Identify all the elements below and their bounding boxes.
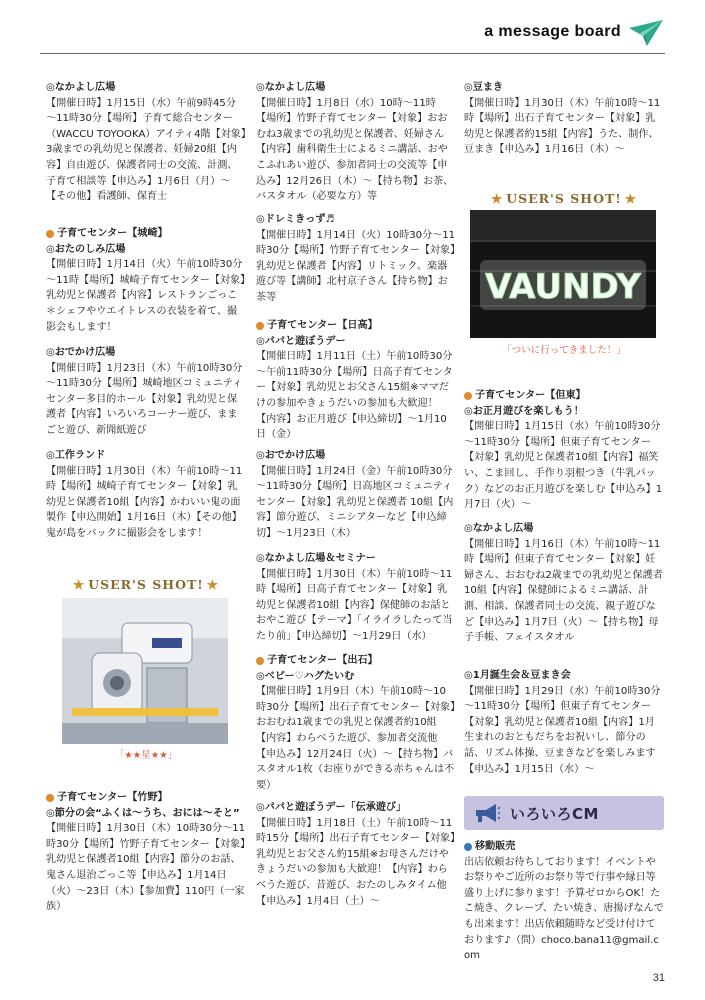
users-shot-title xyxy=(46,574,246,596)
bullet-dot-icon xyxy=(46,794,54,802)
event-block xyxy=(46,80,246,205)
center-heading xyxy=(46,790,246,806)
center-heading xyxy=(256,653,456,669)
event-details: 【開催日時】1月15日（水）午前9時45分～11時30分【場所】子育て総合センター（WACCU TOYOOKA）アイティ4階【対象】3歳までの乳幼児と保護者、妊婦20組【内容】自由遊び、保護者同士の交流、計測、子育て相談等【申込み】1月6日（月）～【その他】看護師、保育士 xyxy=(46,97,246,203)
event-block xyxy=(256,800,456,909)
paper-plane-icon xyxy=(627,18,665,48)
event-block xyxy=(46,790,246,915)
event-title xyxy=(256,448,456,464)
cm-title: いろいろCM xyxy=(510,804,599,823)
event-details: 【開催日時】1月23日（木）午前10時30分～11時30分【場所】城崎地区コミュニティセンター多目的ホール【対象】乳幼児と保護者【内容】いろいろコーナー遊び、ままごと遊び、新聞紙遊び xyxy=(46,362,243,436)
event-details: 【開催日時】1月29日（水）午前10時30分～11時30分【場所】但東子育てセンター【対象】乳幼児と保護者10組【内容】1月生まれのおともだちをお祝いし、節分の話、リズム体操、豆まきなどを楽しみます【申込み】1月15日（水）～ xyxy=(464,685,661,775)
event-title-text: ◎パパと遊ぼうデー xyxy=(256,335,346,347)
vaundy-sign-text: VAUNDY xyxy=(485,267,641,307)
event-title-text: ◎パパと遊ぼうデー「伝承遊び」 xyxy=(256,802,407,813)
event-title-text: ◎ベビー♡ハグたいむ xyxy=(256,670,355,682)
event-title-text: ◎なかよし広場 xyxy=(464,523,534,534)
robot-illustration xyxy=(62,598,228,744)
event-details: 【開催日時】1月9日（木）午前10時～10時30分【場所】出石子育てセンター【対象】おおむね1歳までの乳児と保護者約10組【内容】わらべうた遊び、参加者交流他【申込み】12月24日（火）～【持ち物】バスタオル1枚（お座りができる赤ちゃんは不要） xyxy=(256,686,456,791)
event-title xyxy=(464,404,664,420)
event-title xyxy=(46,806,246,822)
event-details: 【開催日時】1月14日（火）10時30分～11時30分【場所】竹野子育てセンター【対象】乳幼児と保護者【内容】リトミック、楽器遊び等【講師】北村京子さん【持ち物】お茶等 xyxy=(256,229,456,303)
star-icon: ★ xyxy=(490,191,504,207)
event-title xyxy=(256,80,456,96)
bullet-dot-icon xyxy=(256,657,264,665)
bullet-dot-icon xyxy=(464,843,472,851)
event-title xyxy=(46,345,246,361)
users-shot-robot xyxy=(46,574,246,764)
center-heading xyxy=(464,388,664,404)
event-title xyxy=(46,80,246,96)
event-title-text: ◎なかよし広場 xyxy=(256,82,326,93)
users-shot-title-text: USER'S SHOT! xyxy=(88,577,204,593)
event-title-text: ◎工作ランド xyxy=(46,450,106,461)
event-block xyxy=(46,448,246,542)
cm-details: 出店依頼お待ちしております！イベントやお祭りやご近所のお祭り等で行事や縁日等盛り上げに参ります！予算ゼロからOK！たこ焼き、クレープ、たい焼き、唐揚げなんでも出来ます！出店依頼随時など受け付けております♪（問）choco.bana11@gmail.com xyxy=(464,856,664,962)
center-heading xyxy=(46,226,246,242)
event-block xyxy=(256,653,456,793)
event-details: 【開催日時】1月11日（土）午前10時30分～午前11時30分【場所】日高子育てセンター【対象】乳幼児とお父さん15組※ママだけの参加やきょうだいの参加も大歓迎！【内容】お正月遊び【申込締切】～1月10日（金） xyxy=(256,351,453,441)
cm-heading xyxy=(464,839,664,855)
center-heading-text: 子育てセンター【竹野】 xyxy=(57,792,168,803)
star-icon: ★ xyxy=(72,577,86,593)
event-title xyxy=(464,521,664,537)
page-number: 31 xyxy=(652,972,665,984)
bullet-dot-icon xyxy=(46,230,54,238)
event-block xyxy=(464,668,664,777)
center-heading xyxy=(256,318,456,334)
event-block xyxy=(256,448,456,542)
event-details: 【開催日時】1月18日（土）午前10時～11時15分【場所】出石子育てセンター【対象】乳幼児とお父さん約15組※お母さんだけやきょうだいの参加も大歓迎！【内容】わらべうた遊び、昔遊び、おたのしみタイム他【申込み】1月4日（土）～ xyxy=(256,817,456,907)
event-details: 【開催日時】1月30日（木）午前10時～11時【場所】出石子育てセンター【対象】乳幼児と保護者約15組【内容】うた、制作、豆まき【申込み】1月16日（木）～ xyxy=(464,97,661,156)
star-icon: ★ xyxy=(206,577,219,593)
event-title-text: ◎なかよし広場 xyxy=(46,82,116,93)
event-details: 【開催日時】1月30日（木）10時30分～11時30分【場所】竹野子育てセンター【対象】乳幼児と保護者10組【内容】節分のお話、鬼さん退治ごっこ等【申込み】1月14日（火）～23日（木）【参加費】110円（一家族） xyxy=(46,823,246,913)
event-title xyxy=(46,242,246,258)
header-rule xyxy=(40,53,665,54)
event-details: 【開催日時】1月8日（水）10時～11時【場所】竹野子育てセンター【対象】おおむね3歳までの乳幼児と保護者、妊婦さん【内容】歯科衛生士によるミニ講話、おやこふれあい遊び、参加者同士の交流等【申込み】12月26日（木）～【持ち物】お茶、バスタオル（必要な方）等 xyxy=(256,97,454,203)
event-details: 【開催日時】1月16日（木）午前10時～11時【場所】但東子育てセンター【対象】妊婦さん、おおむね2歳までの乳幼児と保護者10組【内容】保健師によるミニ講話、計測、相談、保護者同士の交流、親子遊びなど【申込み】1月7日（火）～【持ち物】母子手帳、フェイスタオル xyxy=(464,538,663,644)
event-title-text: ◎お正月遊びを楽しもう！ xyxy=(464,405,584,417)
page-header xyxy=(0,0,705,68)
event-details: 【開催日時】1月15日（水）午前10時30分～11時30分【場所】但東子育てセンター【対象】乳幼児と保護者10組【内容】福笑い、こま回し、手作り羽根つき（牛乳パック）などのお正月遊びを楽しむ【申込み】1月7日（火）～ xyxy=(464,421,663,511)
event-title xyxy=(256,669,456,685)
photo-caption: 「ついに行ってきました！」 xyxy=(502,345,626,356)
event-title-text: ◎おたのしみ広場 xyxy=(46,243,126,255)
star-icon: ★ xyxy=(624,191,637,207)
center-heading-text: 子育てセンター【城崎】 xyxy=(57,228,168,239)
event-title-text: ◎1月誕生会＆豆まき会 xyxy=(464,670,571,681)
event-block xyxy=(256,551,456,645)
event-block xyxy=(464,80,664,158)
event-block xyxy=(464,388,664,513)
event-details: 【開催日時】1月30日（木）午前10時～11時【場所】日高子育てセンター【対象】乳幼児と保護者10組【内容】保健師のお話とおやこ遊び【テーマ】「イライラしたって当たり前」【申込締切】～1月29日（水） xyxy=(256,568,453,642)
event-block xyxy=(46,226,246,335)
megaphone-icon xyxy=(472,801,500,825)
event-title xyxy=(256,800,456,816)
event-title-text: ◎ドレミきっず♬ xyxy=(256,214,335,225)
event-title xyxy=(256,212,456,228)
users-shot-title xyxy=(464,188,664,210)
event-title xyxy=(256,334,456,350)
event-title-text: ◎豆まき xyxy=(464,82,504,93)
event-title xyxy=(256,551,456,567)
bullet-dot-icon xyxy=(464,392,472,400)
center-heading-text: 子育てセンター【出石】 xyxy=(267,655,378,666)
event-details: 【開催日時】1月30日（木）午前10時～11時【場所】城崎子育てセンター【対象】乳幼児と保護者10組【内容】かわいい鬼の面製作【申込開始】1月16日（木）【その他】鬼が島をバックに撮影会をします！ xyxy=(46,465,243,539)
event-title-text: ◎おでかけ広場 xyxy=(256,450,326,461)
vaundy-sign-illustration xyxy=(470,210,656,338)
cm-banner xyxy=(464,796,664,830)
event-block xyxy=(46,345,246,439)
event-block xyxy=(256,80,456,205)
event-title xyxy=(46,448,246,464)
event-title xyxy=(464,668,664,684)
event-block xyxy=(464,521,664,646)
vaundy-sign-photo xyxy=(470,210,656,338)
header-title: a message board xyxy=(484,23,621,40)
event-title-text: ◎節分の会“ふくは～うち、おには～そと” xyxy=(46,807,240,819)
center-heading-text: 子育てセンター【日高】 xyxy=(267,320,378,331)
cm-heading-text: 移動販売 xyxy=(475,841,516,852)
event-title-text: ◎おでかけ広場 xyxy=(46,347,116,358)
users-shot-vaundy xyxy=(464,188,664,368)
bullet-dot-icon xyxy=(256,322,264,330)
event-details: 【開催日時】1月14日（火）午前10時30分～11時【場所】城崎子育てセンター【対象】乳幼児と保護者【内容】レストランごっこ＊シェフやウエイトレスの衣装を着て、撮影会もします！ xyxy=(46,259,246,333)
robot-photo xyxy=(62,598,228,744)
cm-block xyxy=(464,839,664,964)
event-title-text: ◎なかよし広場＆セミナー xyxy=(256,553,376,564)
event-block xyxy=(256,212,456,306)
users-shot-title-text: USER'S SHOT! xyxy=(506,191,622,207)
photo-caption: 「★★星★★」 xyxy=(114,750,178,761)
event-block xyxy=(256,318,456,443)
event-details: 【開催日時】1月24日（金）午前10時30分～11時30分【場所】日高地区コミュニティセンター【対象】乳幼児と保護者 10組【内容】節分遊び、ミニシアターなど【申込締切】～1月23日（木） xyxy=(256,465,454,539)
center-heading-text: 子育てセンター【但東】 xyxy=(475,390,586,401)
event-title xyxy=(464,80,664,96)
